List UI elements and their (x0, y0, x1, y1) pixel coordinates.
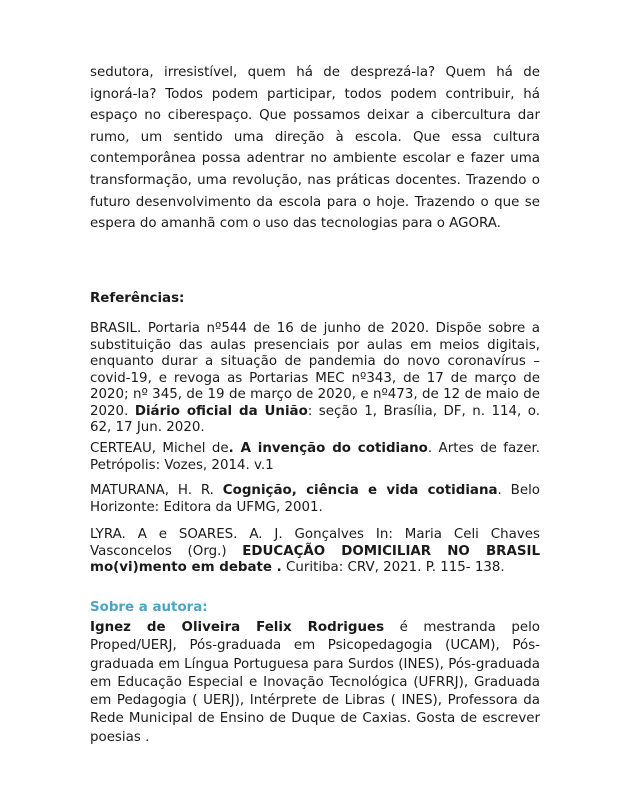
reference-title: Diário oficial da União (134, 403, 308, 419)
reference-text: CERTEAU, Michel de (90, 441, 229, 456)
reference-item-brasil (90, 321, 540, 437)
reference-title: Cognição, ciência e vida cotidiana (222, 483, 498, 498)
references-heading: Referências: (90, 291, 185, 306)
reference-title: EDUCAÇÃO DOMICILIAR NO BRASIL mo(vi)mento em debate . (90, 543, 540, 575)
reference-text: BRASIL. Portaria nº544 de 16 de junho de 2020. Dispõe sobre a substituição das aulas presenciais por aulas em meios digitais, enquanto durar a situação de pandemia do novo coronavírus – covid-19, e revoga as Portarias MEC nº343, de 17 de março de 2020; nº 345, de 19 de março de 2020, e nº473, de 12 de maio de 2020. (90, 321, 540, 419)
reference-item-lyra (90, 527, 540, 577)
author-heading: Sobre a autora: (90, 600, 208, 615)
reference-details: Curitiba: CRV, 2021. P. 115- 138. (281, 560, 505, 575)
reference-text: LYRA. A e SOARES. A. J. Gonçalves In: Maria Celi Chaves Vasconcelos (Org.) (90, 527, 540, 559)
intro-section (90, 62, 540, 235)
reference-title: . A invenção do cotidiano (228, 441, 428, 456)
reference-item-certeau (90, 441, 540, 474)
reference-details: . Artes de fazer. Petrópolis: Vozes, 2014. v.1 (90, 441, 540, 473)
reference-text: MATURANA, H. R. (90, 483, 223, 498)
reference-details: . Belo Horizonte: Editora da UFMG, 2001. (90, 483, 540, 515)
author-bio-text: é mestranda pelo Proped/UERJ, Pós-graduada em Psicopedagogia (UCAM), Pós-graduada em Língua Portuguesa para Surdos (INES), Pós-graduada em Educação Especial e Inovação Tecnológica (UFRRJ), Graduada em Pedagogia ( UERJ), Intérprete de Libras ( INES), Professora da Rede Municipal de Ensino de Duque de Caxias. Gosta de escrever poesias . (90, 620, 541, 745)
author-name: Ignez de Oliveira Felix Rodrigues (90, 620, 385, 635)
document-page (90, 62, 541, 745)
reference-details: : seção 1, Brasília, DF, n. 114, o. 62, 17 Jun. 2020. (90, 403, 540, 435)
reference-item-maturana (90, 483, 540, 516)
intro-paragraph: sedutora, irresistível, quem há de desprezá-la? Quem há de ignorá-la? Todos podem participar, todos podem contribuir, há espaço no ciberespaço. Que possamos deixar a cibercultura dar rumo, um sentido uma direção à escola. Que essa cultura contemporânea possa adentrar no ambiente escolar e fazer uma transformação, uma revolução, nas práticas docentes. Trazendo o futuro desenvolvimento da escola para o hoje. Trazendo o que se espera do amanhã com o uso das tecnologias para o AGORA. (90, 65, 540, 232)
author-bio (90, 619, 540, 747)
